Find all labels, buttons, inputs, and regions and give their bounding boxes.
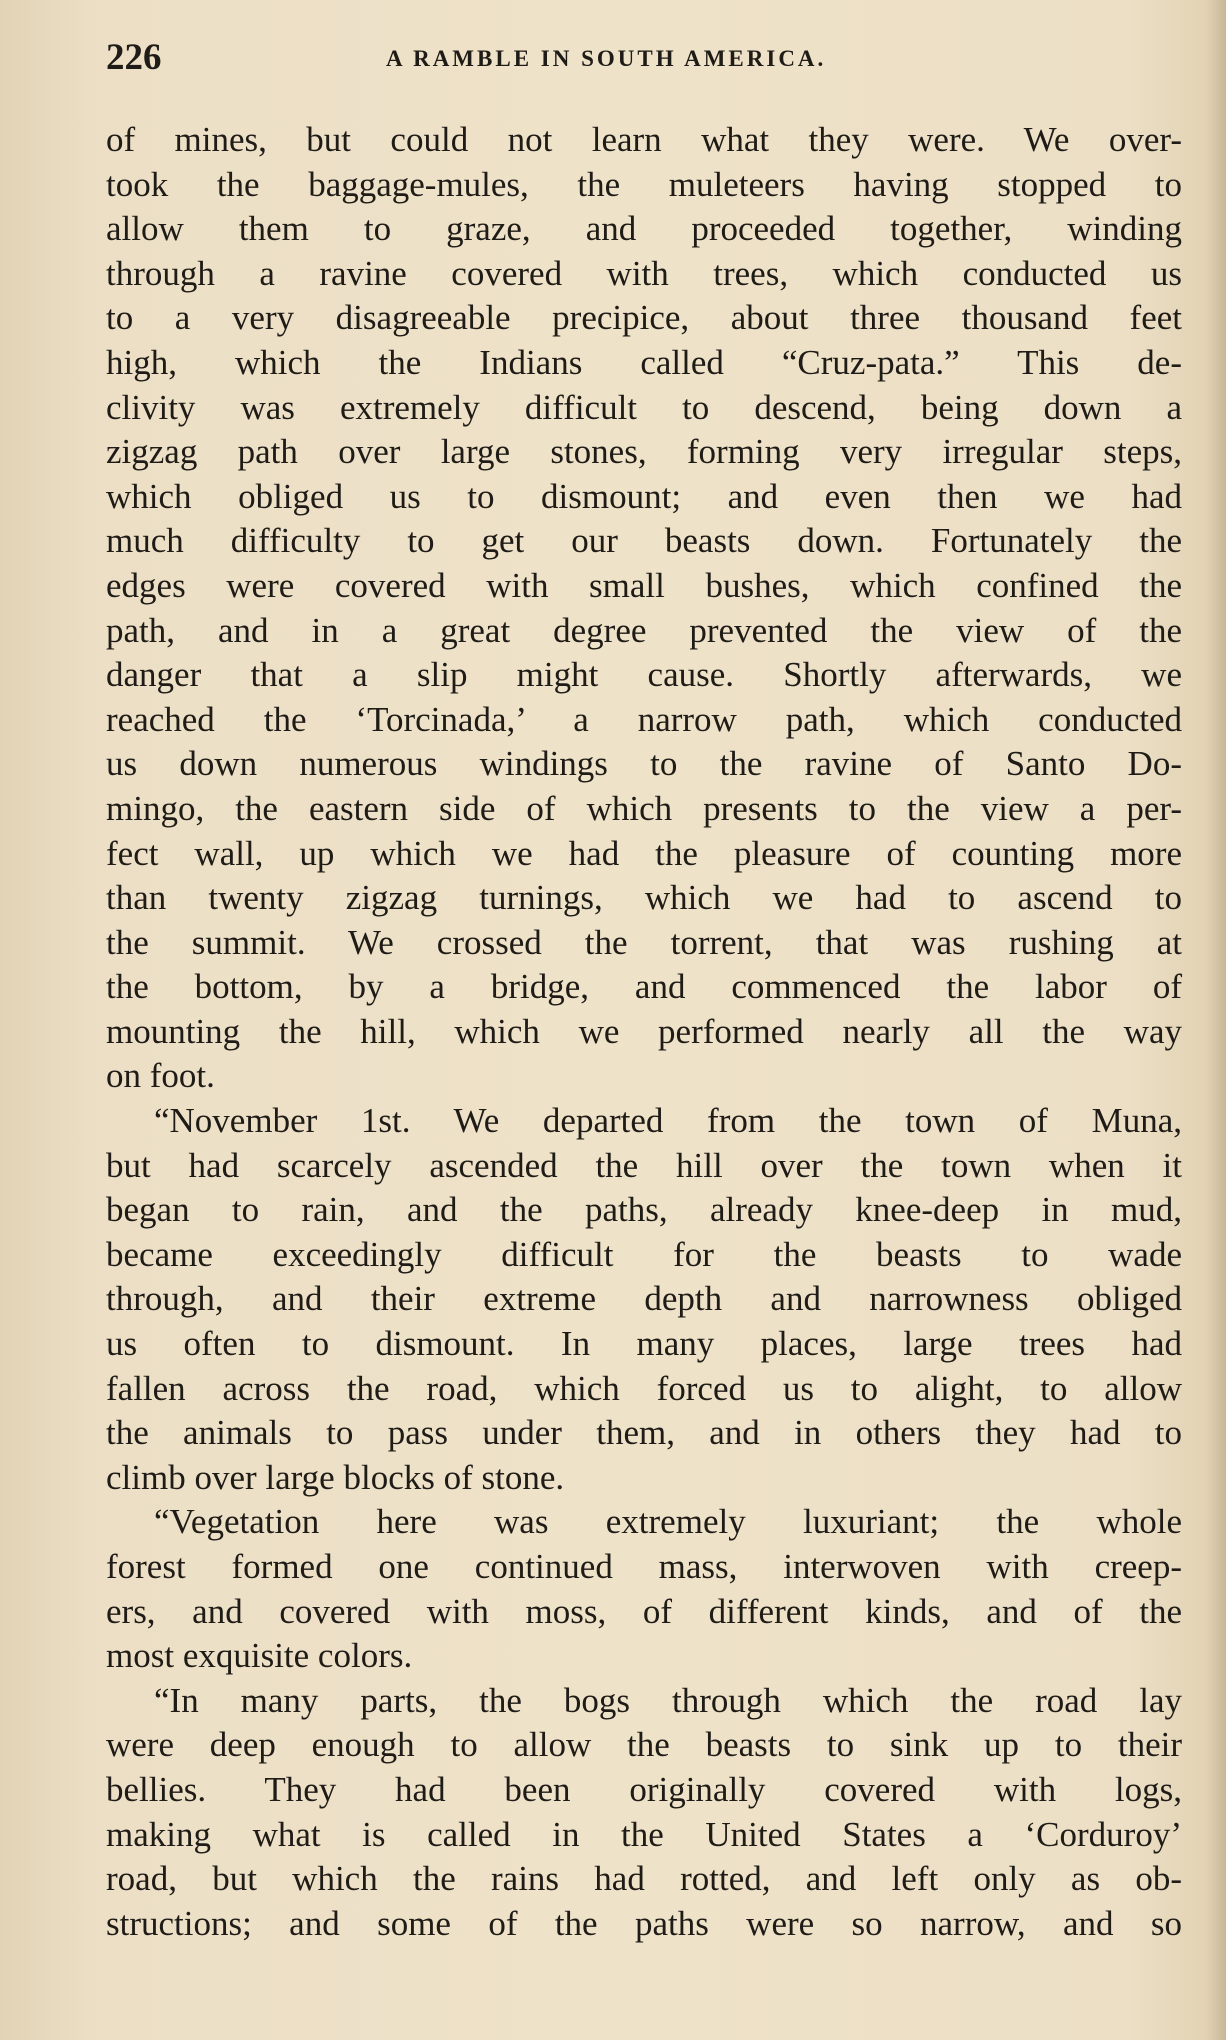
text-line: bellies. They had been originally covered with logs, <box>106 1769 1182 1809</box>
text-line: through a ravine covered with trees, which conducted us <box>106 253 1182 293</box>
text-line: reached the ‘Torcinada,’ a narrow path, which conducted <box>106 699 1182 739</box>
text-line: climb over large blocks of stone. <box>106 1457 565 1497</box>
text-line: “In many parts, the bogs through which the road lay <box>154 1680 1182 1720</box>
text-line: on foot. <box>106 1056 215 1096</box>
text-line: us often to dismount. In many places, large trees had <box>106 1324 1182 1364</box>
text-line: which obliged us to dismount; and even then we had <box>106 476 1182 516</box>
text-line: fallen across the road, which forced us to alight, to allow <box>106 1368 1182 1408</box>
page-edge-shadow <box>1206 0 1226 2040</box>
text-line: the animals to pass under them, and in others they had to <box>106 1413 1182 1453</box>
text-line: edges were covered with small bushes, which confined the <box>106 565 1182 605</box>
text-line: fect wall, up which we had the pleasure of counting more <box>106 833 1182 873</box>
text-line: were deep enough to allow the beasts to sink up to their <box>106 1725 1182 1765</box>
text-line: forest formed one continued mass, interwoven with creep- <box>106 1547 1182 1586</box>
text-line: danger that a slip might cause. Shortly afterwards, we <box>106 655 1182 695</box>
text-line: much difficulty to get our beasts down. Fortunately the <box>106 521 1182 561</box>
page-header <box>106 36 1182 96</box>
running-head: A RAMBLE IN SOUTH AMERICA. <box>386 46 827 71</box>
text-line: ers, and covered with moss, of different kinds, and of the <box>106 1591 1182 1631</box>
text-line: the bottom, by a bridge, and commenced the labor of <box>106 967 1182 1007</box>
text-line: us down numerous windings to the ravine of Santo Do- <box>106 744 1182 784</box>
text-line: road, but which the rains had rotted, and left only as ob- <box>106 1859 1182 1899</box>
page-number: 226 <box>106 37 162 78</box>
text-line: allow them to graze, and proceeded together, winding <box>106 209 1182 249</box>
text-line: to a very disagreeable precipice, about three thousand feet <box>106 298 1182 338</box>
text-line: structions; and some of the paths were so narrow, and so <box>106 1903 1182 1943</box>
text-line: the summit. We crossed the torrent, that was rushing at <box>106 922 1182 962</box>
text-line: but had scarcely ascended the hill over the town when it <box>106 1145 1182 1185</box>
text-line: “Vegetation here was extremely luxuriant; the whole <box>154 1502 1182 1542</box>
text-line: zigzag path over large stones, forming very irregular steps, <box>106 432 1182 472</box>
text-line: path, and in a great degree prevented the view of the <box>106 610 1182 650</box>
text-line: mounting the hill, which we performed nearly all the way <box>106 1011 1182 1051</box>
text-line: making what is called in the United States a ‘Corduroy’ <box>106 1814 1182 1854</box>
text-line: most exquisite colors. <box>106 1636 413 1676</box>
text-line: clivity was extremely difficult to descend, being down a <box>106 387 1182 427</box>
text-line: through, and their extreme depth and narrowness obliged <box>106 1279 1182 1319</box>
text-line: took the baggage-mules, the muleteers having stopped to <box>106 164 1182 204</box>
text-line: became exceedingly difficult for the beasts to wade <box>106 1234 1182 1274</box>
text-line: than twenty zigzag turnings, which we had to ascend to <box>106 878 1182 918</box>
text-line: began to rain, and the paths, already knee-deep in mud, <box>106 1190 1182 1230</box>
body-text <box>106 118 1182 1946</box>
text-line: of mines, but could not learn what they were. We over- <box>106 120 1182 159</box>
text-line: “November 1st. We departed from the town of Muna, <box>154 1101 1182 1141</box>
text-line: high, which the Indians called “Cruz-pata.” This de- <box>106 342 1182 382</box>
text-line: mingo, the eastern side of which presents to the view a per- <box>106 788 1182 828</box>
